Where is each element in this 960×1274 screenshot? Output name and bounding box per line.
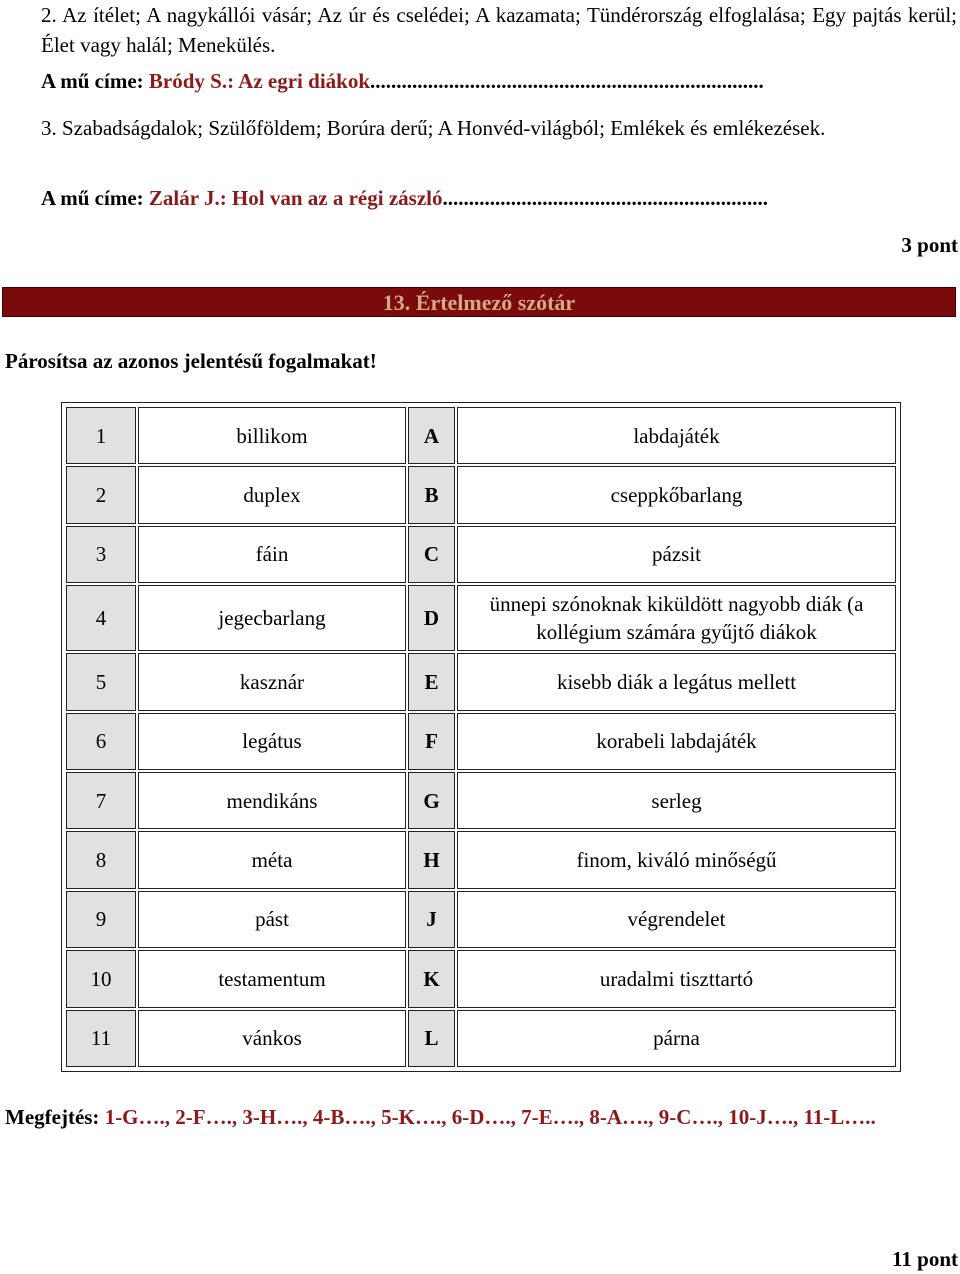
term-cell: testamentum [138,950,406,1007]
answer-key-value: 1-G…., 2-F…., 3-H…., 4-B…., 5-K…., 6-D…., 7-E…., 8-A…., 9-C…., 10-J…., 11-L….. [104,1105,876,1129]
item-2-title-label: A mű címe: [41,69,149,93]
meaning-cell: ünnepi szónoknak kiküldött nagyobb diák (a kollégium számára gyűjtő diákok [457,585,896,651]
term-cell: kasznár [138,653,406,710]
matching-table-frame [61,402,901,1072]
letter-cell: B [408,466,455,523]
item-2-text: 2. Az ítélet; A nagykállói vásár; Az úr és cselédei; A kazamata; Tündérország elfoglalása; Egy pajtás kerül; Élet vagy halál; Menekülés. [41,3,957,57]
item-2-title [41,66,957,96]
table-row [66,772,896,829]
term-cell: legátus [138,713,406,770]
meaning-cell: párna [457,1010,896,1067]
letter-cell: G [408,772,455,829]
meaning-cell: labdajáték [457,407,896,464]
term-cell: fáin [138,526,406,583]
meaning-cell: uradalmi tiszttartó [457,950,896,1007]
matching-table [64,405,898,1069]
item-2-title-dots: ........................................................................... [370,69,764,93]
item-3-title-value: Zalár J.: Hol van az a régi zászló [148,186,443,210]
row-number: 6 [66,713,136,770]
letter-cell: F [408,713,455,770]
item-3-text: 3. Szabadságdalok; Szülőföldem; Borúra derű; A Honvéd-világból; Emlékek és emlékezések. [41,116,826,140]
meaning-cell: korabeli labdajáték [457,713,896,770]
table-row [66,653,896,710]
term-cell: méta [138,831,406,888]
meaning-cell: kisebb diák a legátus mellett [457,653,896,710]
term-cell: billikom [138,407,406,464]
letter-cell: K [408,950,455,1007]
letter-cell: L [408,1010,455,1067]
table-row [66,950,896,1007]
meaning-cell: végrendelet [457,891,896,948]
table-row [66,1010,896,1067]
row-number: 5 [66,653,136,710]
item-2-title-value: Bródy S.: Az egri diákok [148,69,371,93]
points-3: 3 pont [901,233,958,257]
term-cell: pást [138,891,406,948]
table-row [66,585,896,651]
instruction: Párosítsa az azonos jelentésű fogalmakat! [5,349,377,373]
letter-cell: A [408,407,455,464]
table-row [66,466,896,523]
section-banner: 13. Értelmező szótár [2,287,956,317]
term-cell: jegecbarlang [138,585,406,651]
item-3-title [41,183,957,213]
item-3-title-dots: .............................................................. [442,186,768,210]
row-number: 10 [66,950,136,1007]
letter-cell: H [408,831,455,888]
letter-cell: D [408,585,455,651]
term-cell: vánkos [138,1010,406,1067]
row-number: 1 [66,407,136,464]
table-row [66,713,896,770]
row-number: 3 [66,526,136,583]
row-number: 8 [66,831,136,888]
term-cell: mendikáns [138,772,406,829]
table-row [66,891,896,948]
meaning-cell: serleg [457,772,896,829]
answer-key-label: Megfejtés: [5,1105,105,1129]
row-number: 4 [66,585,136,651]
table-row [66,407,896,464]
letter-cell: C [408,526,455,583]
letter-cell: E [408,653,455,710]
row-number: 2 [66,466,136,523]
answer-key [5,1102,935,1132]
item-3-title-label: A mű címe: [41,186,149,210]
meaning-cell: pázsit [457,526,896,583]
term-cell: duplex [138,466,406,523]
row-number: 7 [66,772,136,829]
table-row [66,526,896,583]
row-number: 11 [66,1010,136,1067]
letter-cell: J [408,891,455,948]
table-row [66,831,896,888]
points-11: 11 pont [892,1247,958,1271]
meaning-cell: finom, kiváló minőségű [457,831,896,888]
row-number: 9 [66,891,136,948]
meaning-cell: cseppkőbarlang [457,466,896,523]
